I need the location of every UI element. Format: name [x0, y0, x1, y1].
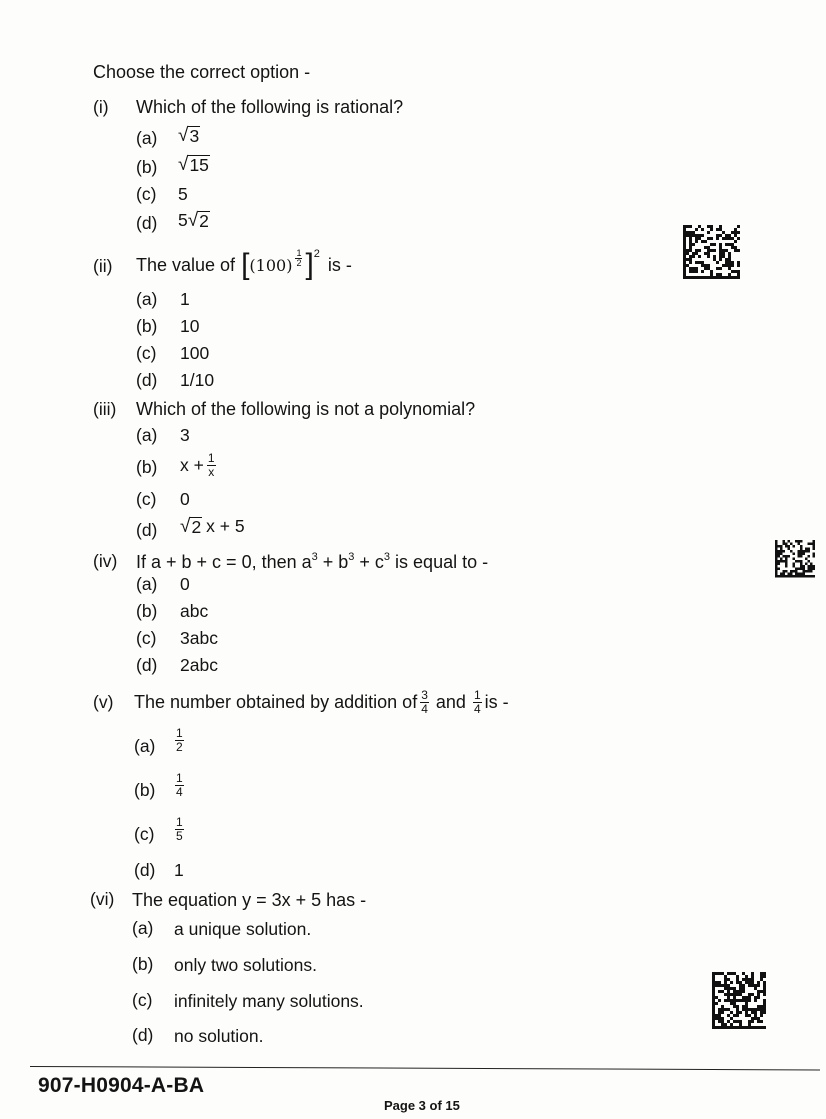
- question-text: Which of the following is not a polynomial?: [136, 399, 476, 419]
- option-letter: (d): [136, 213, 158, 233]
- option-letter: (b): [136, 457, 158, 477]
- option-value: 1: [174, 860, 184, 880]
- option-letter: (b): [132, 954, 154, 974]
- option-letter: (d): [136, 370, 158, 390]
- page-number: Page 3 of 15: [384, 1098, 460, 1113]
- question-text: Which of the following is rational?: [136, 97, 404, 117]
- option-value: abc: [180, 601, 209, 621]
- qr-code-icon: [712, 972, 768, 1030]
- paper-code: 907-H0904-A-BA: [38, 1074, 205, 1097]
- option-letter: (a): [136, 128, 158, 148]
- option-letter: (b): [136, 601, 158, 621]
- option-value: √ 2 x + 5: [180, 516, 245, 537]
- option-value: 3abc: [180, 628, 218, 648]
- option-letter: (a): [134, 736, 156, 756]
- option-letter: (b): [136, 316, 158, 336]
- option-value: 0: [180, 574, 190, 594]
- option-value: $\frac{1}{2}$: [176, 726, 183, 754]
- option-value: 3: [180, 425, 190, 445]
- question-text: The value of [ (100) $\frac{1}{2}$ ] 2 is -: [136, 247, 352, 281]
- option-letter: (d): [136, 520, 158, 540]
- qr-code-icon: [683, 225, 740, 280]
- option-letter: (a): [132, 918, 154, 938]
- option-value: 10: [180, 316, 200, 336]
- math-expression: [ (100) $\frac{1}{2}$ ] 2: [241, 247, 320, 281]
- option-letter: (a): [136, 289, 158, 309]
- option-value: $\frac{1}{5}$: [176, 815, 183, 843]
- question-number: (vi): [90, 889, 115, 909]
- option-letter: (c): [136, 184, 157, 204]
- option-value: no solution.: [174, 1026, 264, 1046]
- question-number: (i): [93, 97, 109, 117]
- option-value: 1: [180, 289, 190, 309]
- option-value: infinitely many solutions.: [174, 991, 364, 1011]
- option-letter: (d): [136, 655, 158, 675]
- option-value: x + $\frac{1}{x}$: [180, 451, 215, 479]
- option-letter: (c): [134, 824, 155, 844]
- footer-divider: [30, 1066, 820, 1070]
- option-letter: (a): [136, 425, 158, 445]
- question-text: If a + b + c = 0, then $a^3 + b^3 + c^3$ is equal to -: [136, 551, 489, 572]
- question-number: (iv): [93, 551, 118, 571]
- option-value: 5: [178, 184, 188, 204]
- option-letter: (d): [134, 860, 156, 880]
- option-value: only two solutions.: [174, 955, 317, 975]
- question-number: (iii): [93, 399, 117, 419]
- option-letter: (b): [134, 780, 156, 800]
- option-letter: (b): [136, 157, 158, 177]
- qr-code-icon: [775, 540, 815, 578]
- option-letter: (c): [132, 990, 153, 1010]
- option-value: 1/10: [180, 370, 215, 390]
- option-value: 0: [180, 489, 190, 509]
- option-value: a unique solution.: [174, 919, 312, 939]
- option-letter: (a): [136, 574, 158, 594]
- option-letter: (c): [136, 628, 157, 648]
- question-text: The equation y = 3x + 5 has -: [132, 890, 367, 910]
- option-letter: (d): [132, 1025, 154, 1045]
- question-number: (ii): [93, 256, 113, 276]
- question-number: (v): [93, 692, 114, 712]
- option-value: 2abc: [180, 655, 218, 675]
- option-value: √ 3: [178, 125, 200, 146]
- option-letter: (c): [136, 343, 157, 363]
- option-value: $\frac{1}{4}$: [176, 771, 183, 799]
- option-value: 100: [180, 343, 210, 363]
- option-value: 5 √ 2: [178, 210, 209, 231]
- instruction-text: Choose the correct option -: [93, 62, 311, 82]
- option-value: √ 15: [178, 154, 209, 175]
- question-text: The number obtained by addition of $\frac{3}{4}$ and $\frac{1}{4}$ is -: [134, 687, 509, 716]
- option-letter: (c): [136, 489, 157, 509]
